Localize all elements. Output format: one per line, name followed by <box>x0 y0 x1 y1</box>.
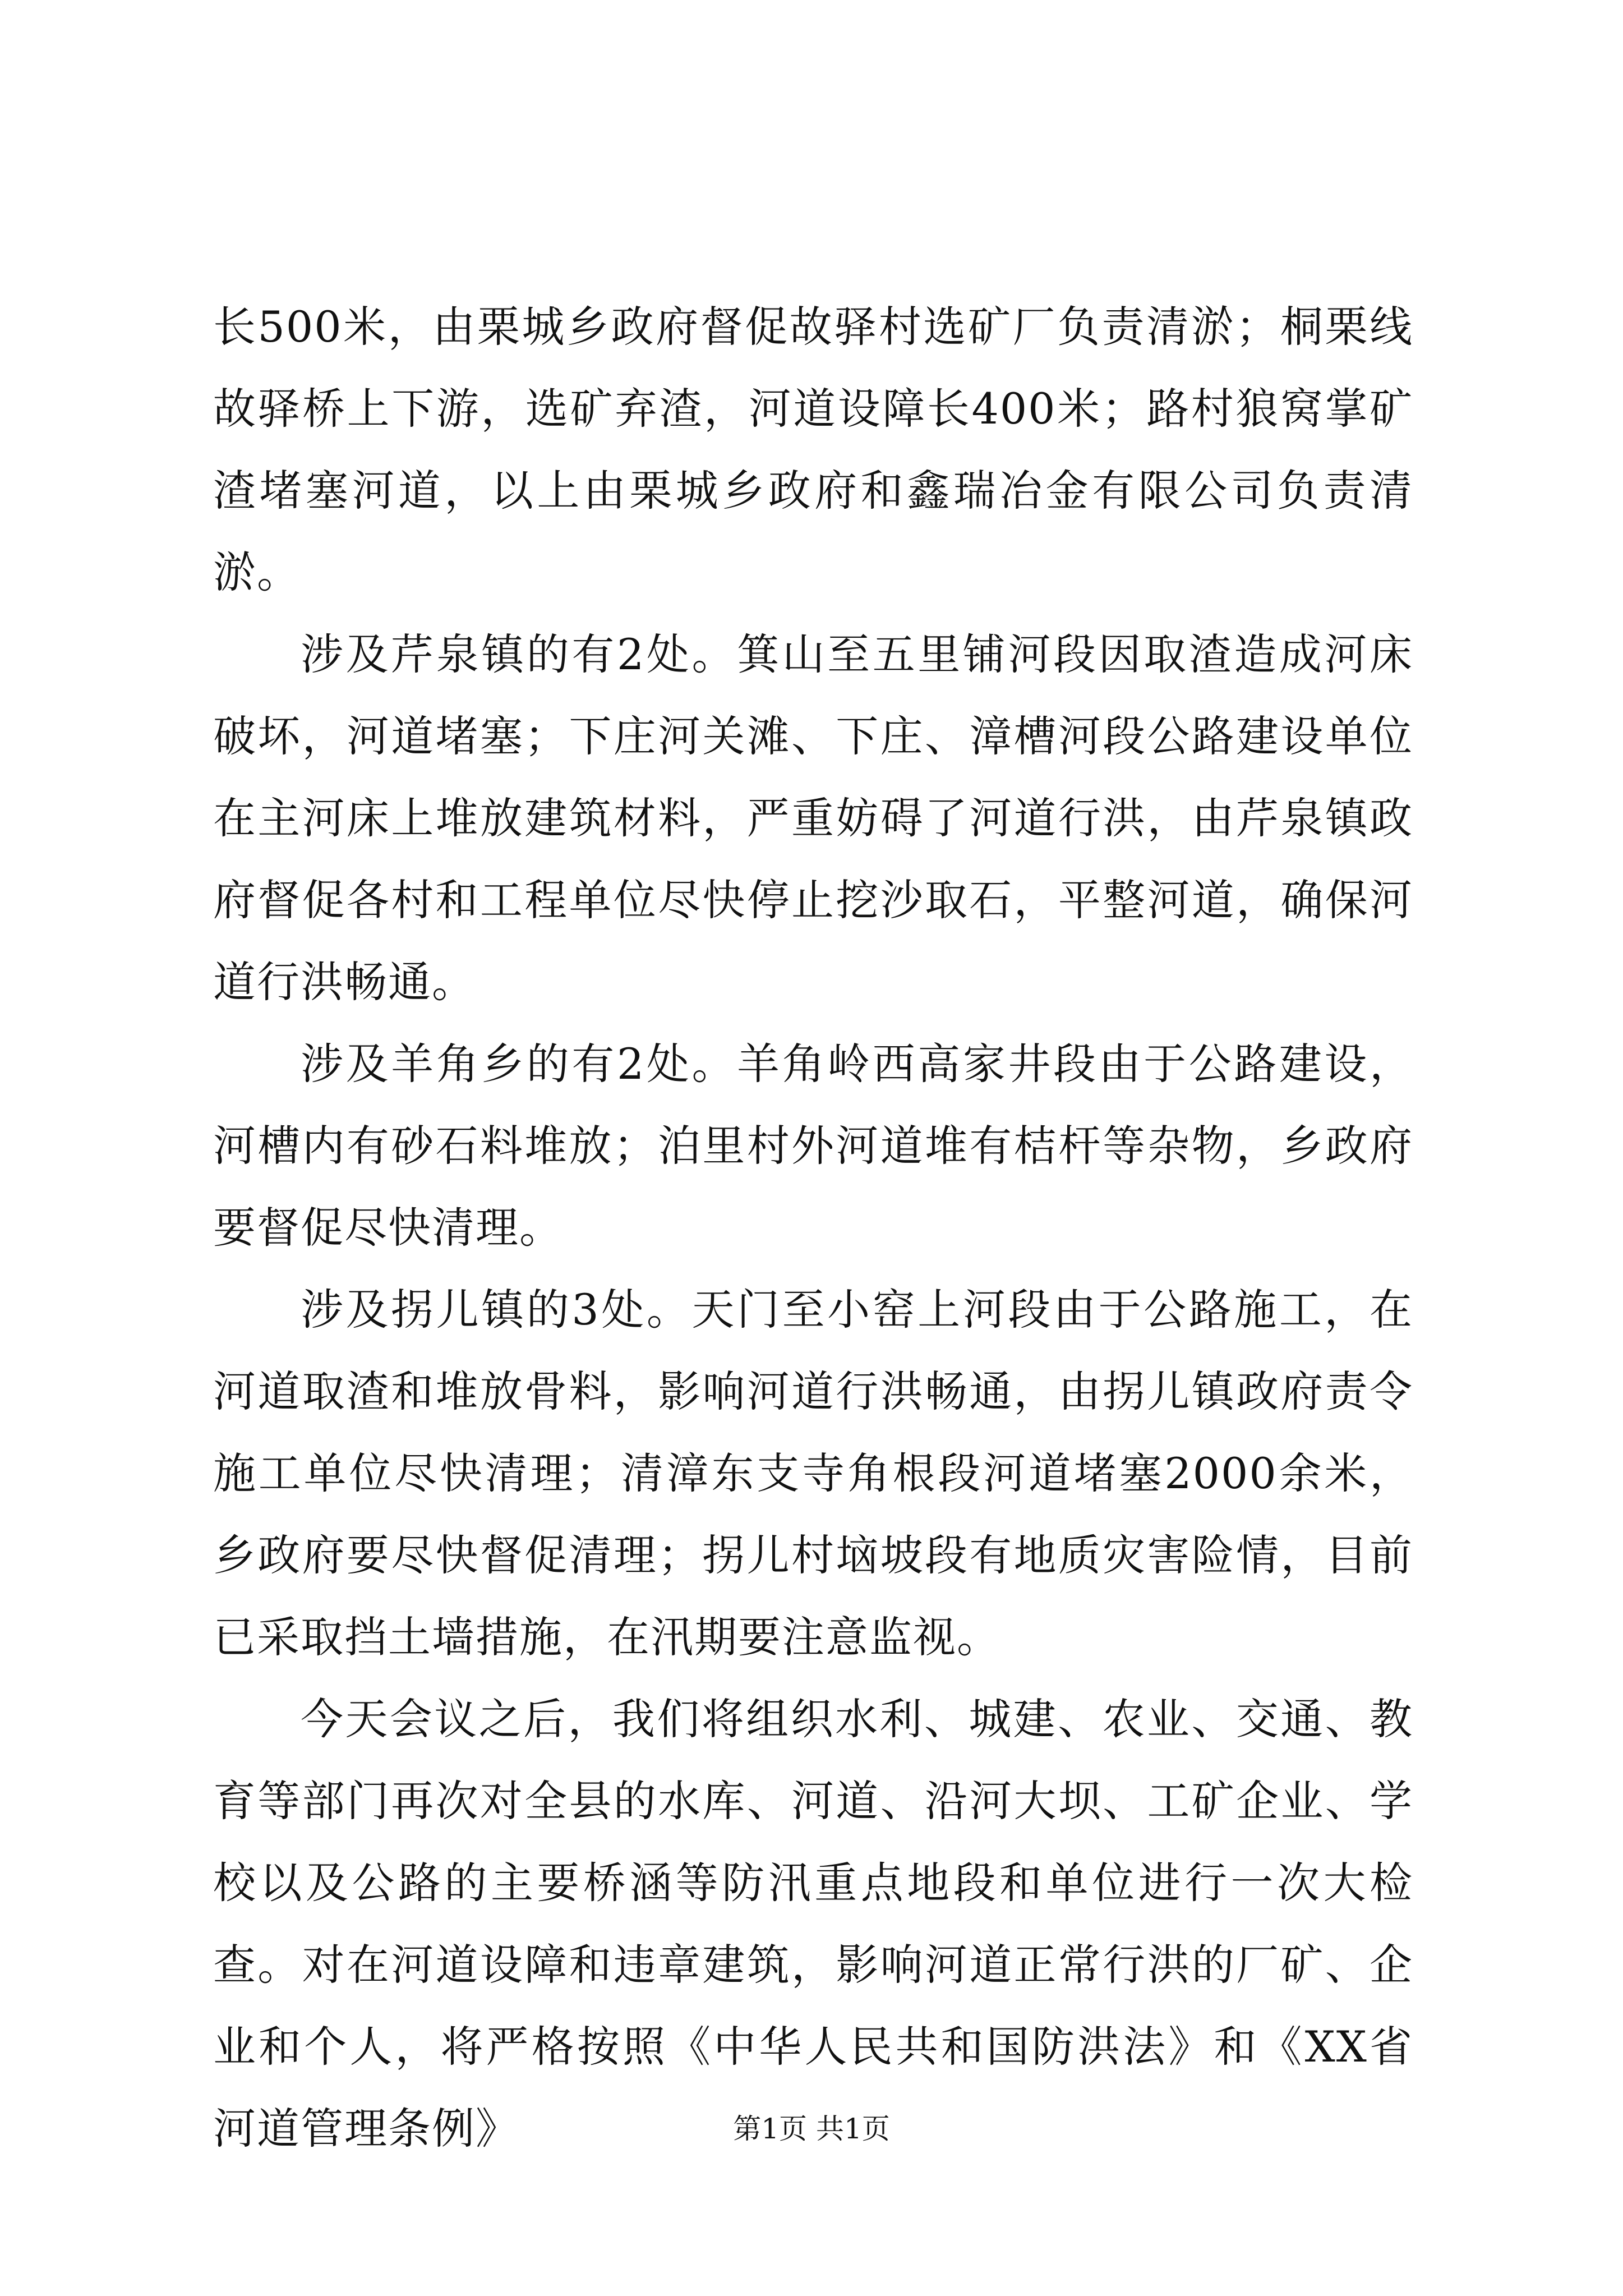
document-body <box>213 286 1413 2170</box>
paragraph-4: 涉及拐儿镇的3处。天门至小窑上河段由于公路施工，在河道取渣和堆放骨料，影响河道行洪畅通，由拐儿镇政府责令施工单位尽快清理；清漳东支寺角根段河道堵塞2000余米，乡政府要尽快督促清理；拐儿村垴坡段有地质灾害险情，目前已采取挡土墙措施，在汛期要注意监视。 <box>213 1285 1413 1662</box>
paragraph-2: 涉及芹泉镇的有2处。箕山至五里铺河段因取渣造成河床破坏，河道堵塞；下庄河关滩、下庄、漳槽河段公路建设单位在主河床上堆放建筑材料，严重妨碍了河道行洪，由芹泉镇政府督促各村和工程单位尽快停止挖沙取石，平整河道，确保河道行洪畅通。 <box>213 629 1413 1007</box>
paragraph-1: 长500米，由栗城乡政府督促故驿村选矿厂负责清淤；桐栗线故驿桥上下游，选矿弃渣，河道设障长400米；路村狼窝掌矿渣堵塞河道，以上由栗城乡政府和鑫瑞冶金有限公司负责清淤。 <box>213 302 1413 597</box>
paragraph-5: 今天会议之后，我们将组织水利、城建、农业、交通、教育等部门再次对全县的水库、河道、沿河大坝、工矿企业、学校以及公路的主要桥涵等防汛重点地段和单位进行一次大检查。对在河道设障和违章建筑，影响河道正常行洪的厂矿、企业和个人，将严格按照《中华人民共和国防洪法》和《XX省河道管理条例》 <box>213 1694 1413 2154</box>
paragraph-3: 涉及羊角乡的有2处。羊角岭西高家井段由于公路建设，河槽内有砂石料堆放；泊里村外河道堆有桔杆等杂物，乡政府要督促尽快清理。 <box>213 1039 1413 1253</box>
page-number-footer: 第1页 共1页 <box>733 2113 890 2145</box>
